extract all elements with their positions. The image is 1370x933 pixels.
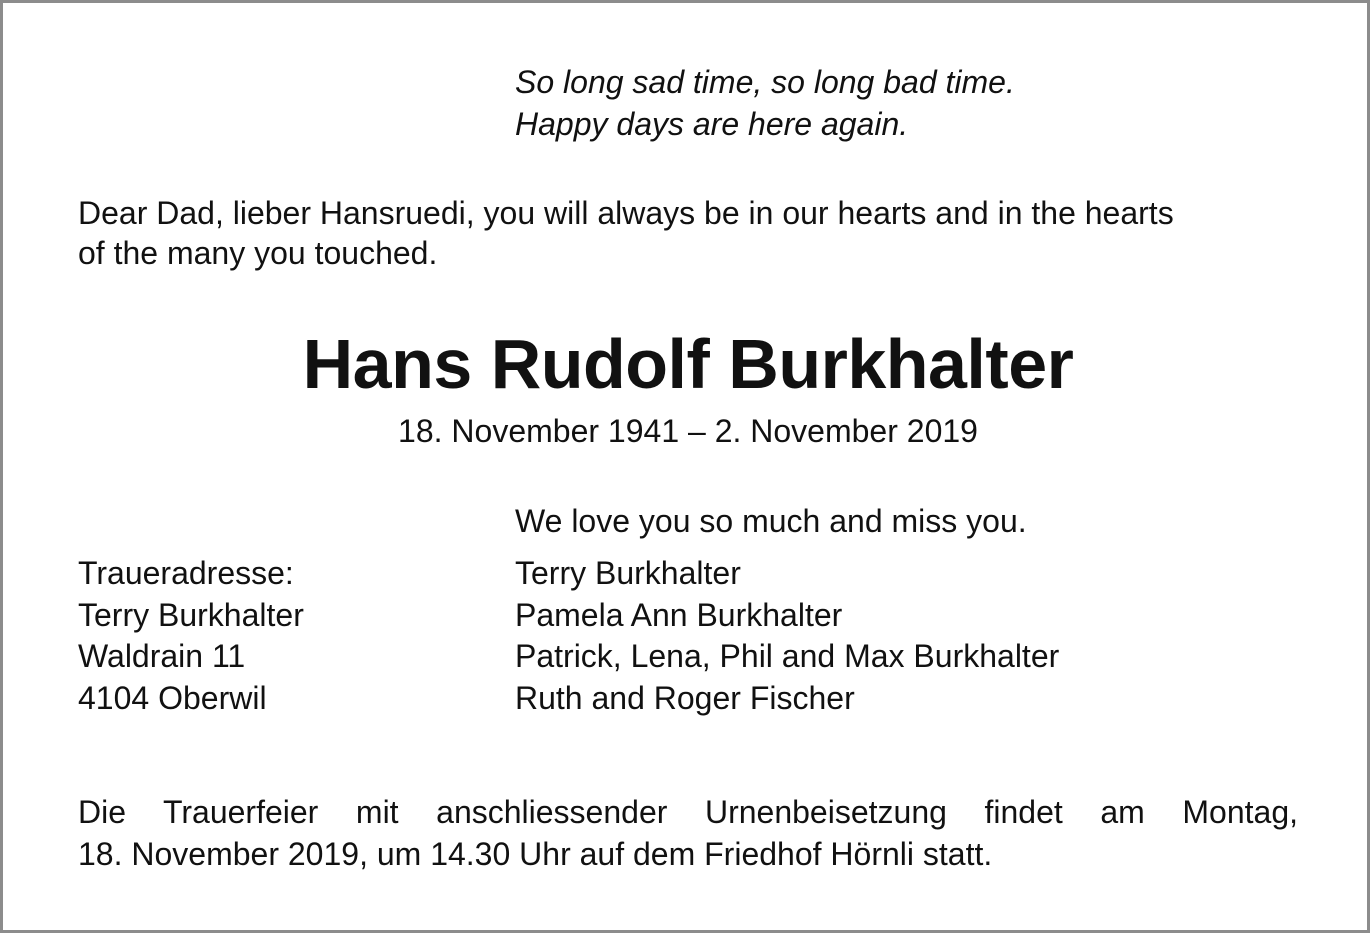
motto-line-2: Happy days are here again. (515, 106, 909, 142)
address-line-city: 4104 Oberwil (78, 679, 267, 716)
address-heading: Traueradresse: (78, 555, 294, 591)
dedication-line-1: Dear Dad, lieber Hansruedi, you will always be in our hearts and in the hearts (78, 195, 1174, 231)
mourner-item: Terry Burkhalter (515, 555, 741, 591)
mourner-item: Patrick, Lena, Phil and Max Burkhalter (515, 638, 1060, 674)
mourning-address (78, 553, 304, 719)
mourner-item: Pamela Ann Burkhalter (515, 596, 843, 633)
ceremony-line-1: Die Trauerfeier mit anschliessender Urnenbeisetzung findet am Montag, (78, 794, 1298, 830)
ceremony-line-2: 18. November 2019, um 14.30 Uhr auf dem Friedhof Hörnli statt. (78, 836, 993, 872)
dedication-line-2: of the many you touched. (78, 235, 438, 271)
mourner-item: Ruth and Roger Fischer (515, 679, 855, 716)
life-dates: 18. November 1941 – 2. November 2019 (398, 413, 978, 449)
motto-quote (515, 61, 1015, 145)
mourners-list (515, 553, 1059, 719)
dedication-text (78, 193, 1298, 273)
motto-line-1: So long sad time, so long bad time. (515, 64, 1015, 100)
deceased-name: Hans Rudolf Burkhalter (302, 325, 1074, 403)
address-line-name: Terry Burkhalter (78, 596, 304, 633)
love-message: We love you so much and miss you. (515, 503, 1027, 539)
ceremony-announcement (78, 791, 1298, 875)
address-line-street: Waldrain 11 (78, 638, 246, 674)
